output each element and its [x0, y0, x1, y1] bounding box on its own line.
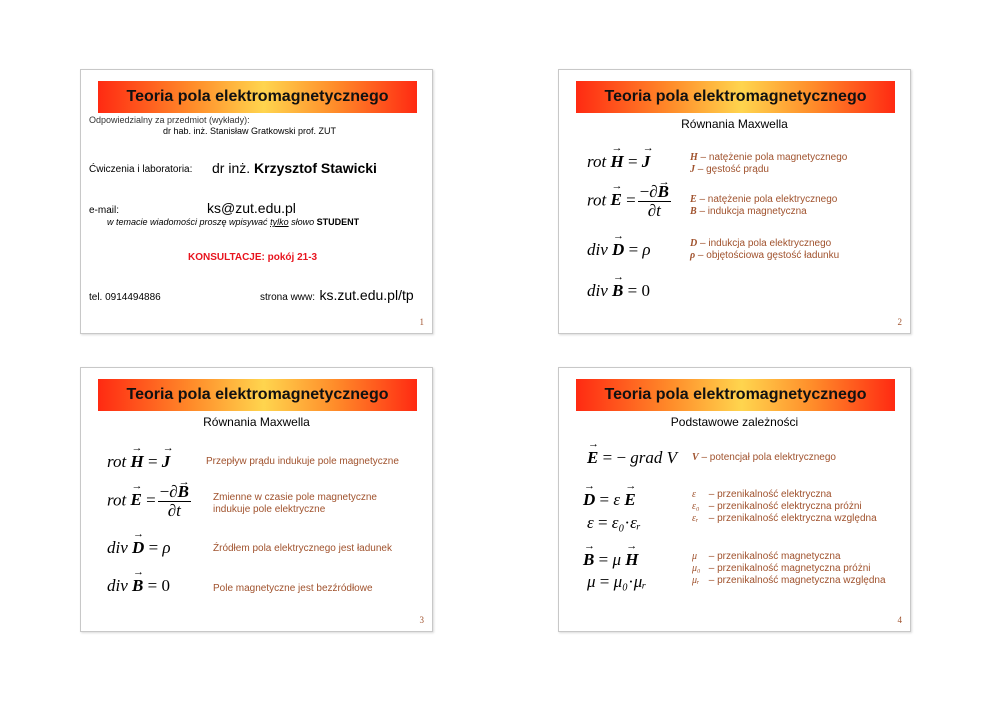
slide-title: Teoria pola elektromagnetycznego — [604, 88, 867, 105]
exercises-teacher — [212, 160, 377, 176]
equation-rot-e: rot → E = $\frac{-\partial\to B}{\partial t}$ — [587, 183, 671, 220]
exercises-prefix: dr inż. — [212, 160, 251, 176]
equation-div-d: div → D = ρ — [587, 240, 651, 260]
page-number: 4 — [897, 615, 902, 625]
slide-subtitle: Podstawowe zależności — [670, 415, 799, 429]
desc-mu: μ – przenikalność magnetyczna μ₀ – przenikalność magnetyczna próżni μᵣ – przenikalność magnetyczna względna — [692, 551, 886, 586]
desc-v: V – potencjał pola elektrycznego — [692, 452, 836, 463]
consultations: KONSULTACJE: pokój 21-3 — [188, 252, 318, 263]
slide-subtitle: Równania Maxwella — [681, 117, 788, 131]
slide-title-bar — [576, 379, 895, 411]
page-number: 2 — [897, 317, 902, 327]
note-2: Zmienne w czasie pole magnetyczne indukuje pole elektryczne — [213, 492, 377, 515]
slide-title-bar — [98, 379, 417, 411]
email-address[interactable]: ks@zut.edu.pl — [207, 200, 296, 216]
phone: tel. 0914494886 — [89, 292, 161, 303]
note-4: Pole magnetyczne jest bezźródłowe — [213, 583, 373, 594]
slide-1 — [80, 69, 433, 334]
equation-rot-h: rot → H = → J — [587, 152, 650, 172]
slide-title-bar — [576, 81, 895, 113]
page-number: 1 — [419, 317, 424, 327]
exercises-label: Ćwiczenia i laboratoria: — [89, 164, 193, 175]
slide-2 — [558, 69, 911, 334]
page-number: 3 — [419, 615, 424, 625]
www-link[interactable]: ks.zut.edu.pl/tp — [319, 287, 414, 303]
exercises-name: Krzysztof Stawicki — [254, 160, 377, 176]
equation-e-grad: → E = − grad V — [587, 448, 677, 468]
equation-rot-e: rot → E = $\frac{-\partial\to B}{\partial t}$ — [107, 483, 191, 520]
equation-d-eps: → D = ε → E — [583, 490, 636, 510]
email-label: e-mail: — [89, 205, 120, 216]
slide-title-bar — [98, 81, 417, 113]
desc-eps: ε – przenikalność elektryczna ε₀ – przenikalność elektryczna próżni εᵣ – przenikalność elektryczna względna — [692, 489, 877, 524]
desc-d-rho: D – indukcja pola elektrycznego ρ – objętościowa gęstość ładunku — [690, 238, 840, 261]
equation-eps: ε = ε₀·εᵣ — [587, 513, 641, 532]
equation-div-b: div → B = 0 — [107, 576, 170, 596]
desc-e-b: E – natężenie pola elektrycznego B – indukcja magnetyczna — [690, 194, 838, 217]
note-1: Przepływ prądu indukuje pole magnetyczne — [206, 456, 399, 467]
note-3: Źródłem pola elektrycznego jest ładunek — [213, 543, 392, 554]
equation-div-b: div → B = 0 — [587, 281, 650, 301]
equation-mu: μ = μ₀·μᵣ — [587, 572, 647, 591]
www-row — [260, 287, 414, 305]
equation-div-d: div → D = ρ — [107, 538, 171, 558]
responsible-label: Odpowiedzialny za przedmiot (wykłady): — [89, 115, 250, 125]
slide-title: Teoria pola elektromagnetycznego — [126, 386, 389, 403]
slide-title: Teoria pola elektromagnetycznego — [604, 386, 867, 403]
equation-rot-h: rot → H = → J — [107, 452, 170, 472]
slide-subtitle: Równania Maxwella — [203, 415, 310, 429]
email-note: w temacie wiadomości proszę wpisywać tylko słowo STUDENT — [107, 217, 360, 227]
slide-title: Teoria pola elektromagnetycznego — [126, 88, 389, 105]
slide-4 — [558, 367, 911, 632]
desc-h-j: H – natężenie pola magnetycznego J – gęstość prądu — [690, 152, 848, 175]
www-label: strona www: — [260, 292, 316, 303]
equation-b-mu: → B = μ → H — [583, 550, 638, 570]
slide-3 — [80, 367, 433, 632]
responsible-name: dr hab. inż. Stanisław Gratkowski prof. ZUT — [163, 126, 337, 136]
